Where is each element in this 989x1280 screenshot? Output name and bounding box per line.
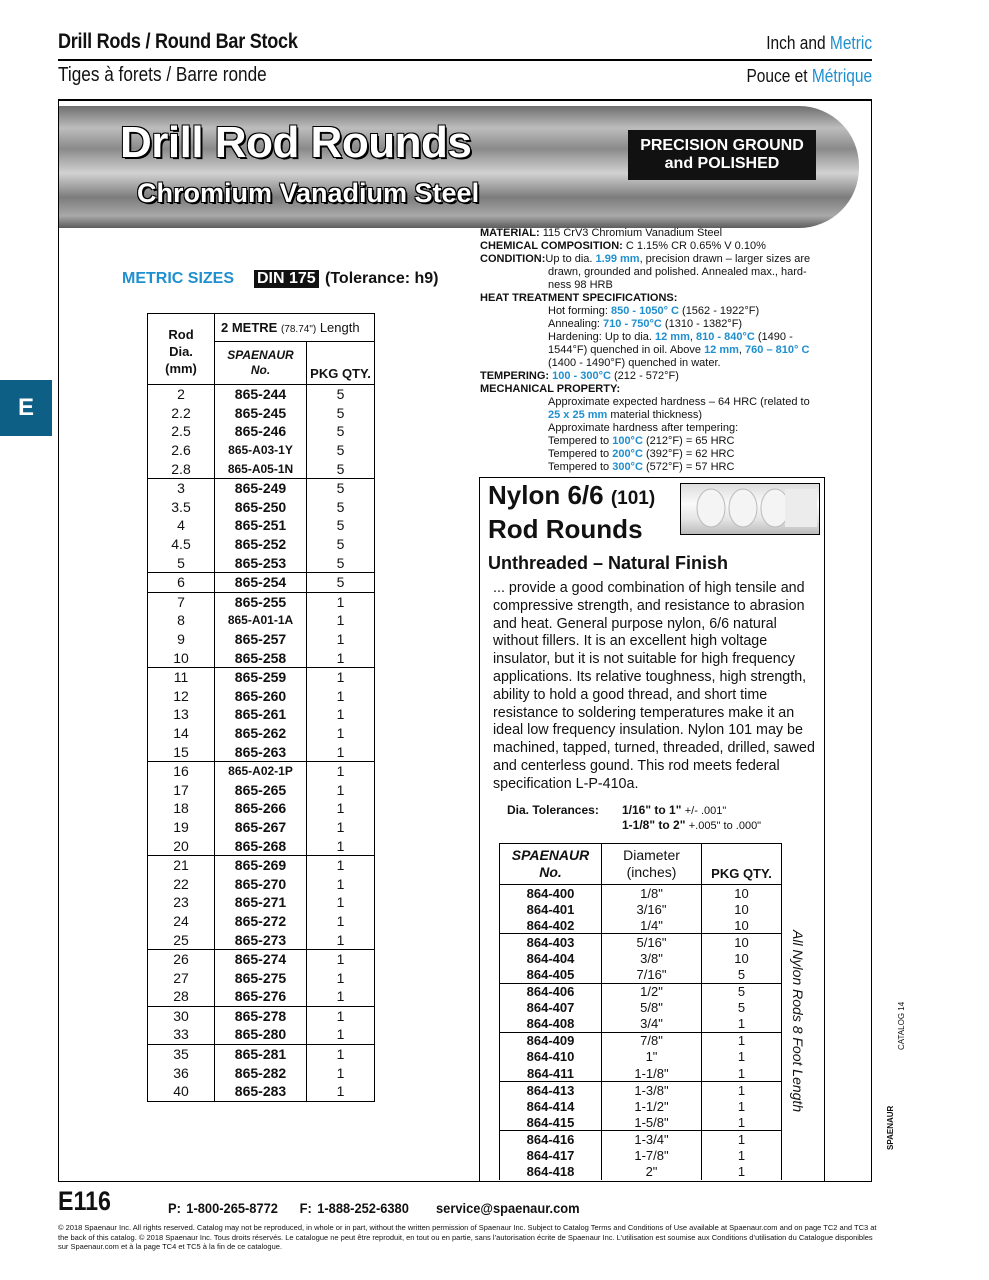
- rod-diameter: 2: [148, 385, 215, 404]
- part-number: 865-255: [215, 592, 307, 611]
- table-row: [500, 1148, 781, 1164]
- part-number: 865-254: [215, 572, 307, 592]
- table-row: [148, 478, 374, 497]
- tolerance-range-1: 1/16" to 1" +/- .001": [622, 803, 727, 817]
- part-number: 865-260: [215, 687, 307, 706]
- pkg-qty: 5: [336, 423, 345, 440]
- part-number: 865-270: [215, 874, 307, 893]
- diameter: 1-1/2": [602, 1098, 702, 1114]
- page-title-french: Tiges à forets / Barre ronde: [58, 64, 267, 86]
- part-number: 865-271: [215, 893, 307, 912]
- rod-diameter: 10: [148, 648, 215, 667]
- table-row: [148, 968, 374, 987]
- table-row: [148, 592, 374, 611]
- rod-diameter: 25: [148, 930, 215, 949]
- part-number: 864-418: [500, 1164, 602, 1180]
- pkg-qty: 1: [336, 1083, 345, 1100]
- table-row: [500, 1016, 781, 1033]
- part-number: 864-411: [500, 1065, 602, 1082]
- table-row: [500, 1098, 781, 1114]
- part-number: 865-273: [215, 930, 307, 949]
- part-number: 864-413: [500, 1082, 602, 1099]
- table-row: [148, 874, 374, 893]
- rod-diameter: 26: [148, 949, 215, 968]
- part-number: 864-407: [500, 1000, 602, 1016]
- table-row: [148, 1082, 374, 1101]
- rod-diameter: 13: [148, 705, 215, 724]
- pkg-qty: 1: [336, 724, 345, 741]
- part-number: 865-251: [215, 516, 307, 535]
- rod-diameter: 24: [148, 912, 215, 931]
- diameter: 1/8": [602, 885, 702, 902]
- tolerance-label: (Tolerance: h9): [325, 270, 439, 287]
- table-row: [148, 949, 374, 968]
- rod-diameter: 4.5: [148, 535, 215, 554]
- table-row: [500, 1065, 781, 1082]
- part-number: 864-408: [500, 1016, 602, 1033]
- part-number: 865-276: [215, 987, 307, 1006]
- part-number: 865-261: [215, 705, 307, 724]
- pkg-qty: 1: [336, 649, 345, 666]
- banner-title: Drill Rod Rounds: [120, 118, 472, 167]
- table-row: [148, 667, 374, 686]
- section-tab[interactable]: E: [0, 380, 52, 436]
- rod-diameter: 2.6: [148, 441, 215, 460]
- pkg-qty: 1: [737, 1114, 746, 1130]
- tolerance-range-2: 1-1/8" to 2" +.005" to .000": [622, 818, 762, 832]
- pkg-qty: 1: [336, 988, 345, 1005]
- pkg-qty: 1: [307, 949, 375, 968]
- pkg-qty: 1: [336, 818, 345, 835]
- diameter: 1/4": [602, 917, 702, 934]
- table-row: [500, 1082, 781, 1099]
- part-number: 864-402: [500, 917, 602, 934]
- part-number: 865-278: [215, 1006, 307, 1025]
- rod-diameter: 5: [148, 553, 215, 572]
- part-number: 864-409: [500, 1032, 602, 1049]
- pkg-qty: 1: [336, 800, 345, 817]
- table-row: [500, 983, 781, 1000]
- rod-diameter: 18: [148, 799, 215, 818]
- pkg-qty: 1: [702, 1131, 782, 1148]
- tolerance-heading: Dia. Tolerances:: [507, 803, 599, 817]
- table-row: [148, 648, 374, 667]
- pkg-qty: 1: [336, 781, 345, 798]
- pkg-qty: 1: [336, 706, 345, 723]
- table-row: [148, 705, 374, 724]
- pkg-qty: 1: [737, 1148, 746, 1164]
- pkg-qty: 1: [336, 837, 345, 854]
- pkg-qty: 1: [737, 1164, 746, 1180]
- diameter: 7/8": [602, 1032, 702, 1049]
- diameter: 1-5/8": [602, 1114, 702, 1131]
- pkg-qty: 5: [336, 554, 345, 571]
- part-number: 864-400: [500, 885, 602, 902]
- rod-diameter: 2.8: [148, 459, 215, 478]
- diameter: 1-1/8": [602, 1065, 702, 1082]
- table-row: [148, 459, 374, 478]
- rod-diameter: 28: [148, 987, 215, 1006]
- part-number: 865-249: [215, 478, 307, 497]
- table-row: [148, 422, 374, 441]
- rod-diameter: 40: [148, 1082, 215, 1101]
- part-number: 865-266: [215, 799, 307, 818]
- table-row: [148, 855, 374, 874]
- pkg-qty: 1: [737, 1049, 746, 1065]
- diameter: 1": [602, 1049, 702, 1065]
- diameter: 5/16": [602, 934, 702, 951]
- table-row: [500, 885, 781, 902]
- part-number: 865-257: [215, 630, 307, 649]
- rod-diameter: 11: [148, 667, 215, 686]
- pkg-qty: 5: [737, 1000, 746, 1016]
- part-number: 864-410: [500, 1049, 602, 1065]
- pkg-qty: 5: [307, 572, 375, 592]
- table-row: [148, 724, 374, 743]
- rod-diameter: 9: [148, 630, 215, 649]
- part-number: 865-A01-1A: [215, 611, 307, 630]
- material-specifications: MATERIAL: 115 CrV3 Chromium Vanadium Steel CHEMICAL COMPOSITION: C 1.15% CR 0.65% V 0.10% CONDITION:Up to dia. 1.99 mm, precision drawn – larger sizes are drawn, grounded and polished. Annealed max., hard- ness 98 HRB HEAT TREATMENT SPECIFICATIONS: Hot forming: 850 - 1050° C (1562 - 1922°F) Annealing: 710 - 750°C (1310 - 1382°F) Hardening: Up to dia. 12 mm, 810 - 840°C (1490 - 1544°F) quenched in oil. Above 12 mm, 760 – 810° C (1400 - 1490°F) quenched in water. TEMPERING: 100 - 300°C (212 - 572°F) MECHANICAL PROPERTY: Approximate expected hardness – 64 HRC (related to 25 x 25 mm material thickness) Approximate hardness after tempering: Tempered to 100°C (212°F) = 65 HRC Tempered to 200°C (392°F) = 62 HRC Tempered to 300°C (572°F) = 57 HRC: [480, 227, 811, 473]
- rod-diameter: 21: [148, 855, 215, 874]
- rod-diameter: 14: [148, 724, 215, 743]
- part-number: 865-253: [215, 553, 307, 572]
- part-number: 865-245: [215, 404, 307, 423]
- table-row: [500, 917, 781, 934]
- pkg-qty: 10: [734, 917, 749, 933]
- table-row: [148, 687, 374, 706]
- rod-diameter: 36: [148, 1063, 215, 1082]
- rod-diameter: 33: [148, 1025, 215, 1044]
- metric-sizes-label: METRIC SIZES: [122, 270, 235, 287]
- pkg-qty: 1: [307, 1006, 375, 1025]
- table-row: [500, 901, 781, 917]
- part-number: 864-403: [500, 934, 602, 951]
- part-number: 865-A03-1Y: [215, 441, 307, 460]
- table-row: [148, 1025, 374, 1044]
- table-row: [148, 516, 374, 535]
- page-number: E116: [58, 1186, 111, 1216]
- table-row: [148, 780, 374, 799]
- table-row: [500, 1131, 781, 1148]
- din-badge: DIN 175: [254, 270, 319, 288]
- part-number: 864-405: [500, 966, 602, 983]
- rod-diameter: 35: [148, 1044, 215, 1063]
- part-number: 865-252: [215, 535, 307, 554]
- rod-diameter: 3.5: [148, 498, 215, 517]
- pkg-qty: 1: [307, 592, 375, 611]
- precision-badge: PRECISION GROUND and POLISHED: [628, 130, 816, 180]
- pkg-qty: 5: [336, 460, 345, 477]
- units-label: Inch and Metric: [766, 33, 872, 53]
- brand-logo: SPAENAUR: [886, 1105, 895, 1150]
- diameter: 3/16": [602, 901, 702, 917]
- part-number: 865-281: [215, 1044, 307, 1063]
- part-number: 864-417: [500, 1148, 602, 1164]
- pkg-qty: 5: [336, 442, 345, 459]
- table-row: [148, 572, 374, 592]
- part-number: 865-A05-1N: [215, 459, 307, 478]
- rod-diameter: 23: [148, 893, 215, 912]
- rod-diameter: 15: [148, 742, 215, 761]
- pkg-qty: 1: [307, 1044, 375, 1063]
- table-row: [500, 1164, 781, 1180]
- nylon-subtitle: Unthreaded – Natural Finish: [488, 553, 729, 573]
- pkg-qty: 1: [336, 875, 345, 892]
- table-row: [148, 836, 374, 855]
- page-title: Drill Rods / Round Bar Stock: [58, 30, 298, 53]
- nylon-title: Nylon 6/6 (101): [488, 480, 656, 510]
- rod-diameter: 4: [148, 516, 215, 535]
- part-number: 864-404: [500, 950, 602, 966]
- pkg-qty: 1: [336, 1026, 345, 1043]
- rod-diameter: 19: [148, 818, 215, 837]
- table-row: [148, 893, 374, 912]
- rod-diameter: 3: [148, 478, 215, 497]
- part-number: 865-246: [215, 422, 307, 441]
- part-number: 865-258: [215, 648, 307, 667]
- diameter: 5/8": [602, 1000, 702, 1016]
- part-number: 864-415: [500, 1114, 602, 1131]
- table-row: [148, 611, 374, 630]
- catalog-label: CATALOG 14: [897, 1001, 906, 1050]
- pkg-qty: 5: [336, 517, 345, 534]
- table-row: [148, 987, 374, 1006]
- diameter: 3/4": [602, 1016, 702, 1033]
- part-number: 864-401: [500, 901, 602, 917]
- pkg-qty: 5: [702, 983, 782, 1000]
- metric-sizes-table: Rod Dia. (mm) 2 METRE (78.74") Length SPAENAUR No. PKG QTY. 2 865-244 5 2.2 865-245 5 2.5 865-246 5 2.6 865-A03-1Y 5 2.8 865-A05-1N 5 3 865-249 5 3.5 865-250 5 4 865-251 5 4.5 865-252 5 5 865-253 5 6 865-254 5 7 865-255 1 8 865-A01-1A 1 9 865-257 1 10 865-258 1 11 865-259 1 12 865-260 1 13 865-261 1 14 865-262 1 15 865-263 1 16 865-A02-1P 1 17 865-265 1 18 865-266 1 19 865-267 1 20 865-268 1 21 865-269 1 22 865-270 1 23 865-271 1 24 865-272 1 25 865-273 1 26 865-274 1 27 865-275 1 28 865-276 1 30 865-278 1 33 865-280 1 35 865-281 1 36 865-282 1 40 865-283 1: [147, 313, 375, 1102]
- part-number: 865-259: [215, 667, 307, 686]
- pkg-qty: 1: [307, 667, 375, 686]
- table-row: [148, 930, 374, 949]
- pkg-qty: 5: [307, 385, 375, 404]
- nylon-title-line2: Rod Rounds: [488, 514, 643, 544]
- pkg-qty: 1: [336, 687, 345, 704]
- pkg-qty: 1: [737, 1098, 746, 1114]
- pkg-qty: 1: [702, 1032, 782, 1049]
- pkg-qty: 1: [737, 1065, 746, 1081]
- pkg-qty: 10: [702, 934, 782, 951]
- rod-diameter: 30: [148, 1006, 215, 1025]
- banner-subtitle: Chromium Vanadium Steel: [137, 178, 480, 208]
- table-row: [148, 404, 374, 423]
- table-row: [148, 553, 374, 572]
- nylon-rods-table: SPAENAUR No. Diameter (inches) PKG QTY. 864-400 1/8" 10 864-401 3/16" 10 864-402 1/4" 10 864-403 5/16" 10 864-404 3/8" 10 864-405 7/16" 5 864-406 1/2" 5 864-407 5/8" 5 864-408 3/4" 1 864-409 7/8" 1 864-410 1" 1 864-411 1-1/8" 1 864-413 1-3/8" 1 864-414 1-1/2" 1 864-415 1-5/8" 1 864-416 1-3/4" 1 864-417 1-7/8" 1 864-418 2" 1: [499, 843, 782, 1180]
- table-row: [148, 912, 374, 931]
- fax[interactable]: F: 1-888-252-6380: [299, 1200, 409, 1216]
- part-number: 864-416: [500, 1131, 602, 1148]
- part-number: 865-275: [215, 968, 307, 987]
- table-row: [500, 1000, 781, 1016]
- rod-diameter: 2.5: [148, 422, 215, 441]
- part-number: 865-A02-1P: [215, 761, 307, 780]
- rod-diameter: 7: [148, 592, 215, 611]
- pkg-qty: 5: [336, 404, 345, 421]
- table-row: [148, 818, 374, 837]
- contact-info: [168, 1200, 580, 1216]
- diameter: 3/8": [602, 950, 702, 966]
- table-row: [500, 934, 781, 951]
- table-row: [500, 1114, 781, 1131]
- pkg-qty: 1: [336, 969, 345, 986]
- phone[interactable]: P: 1-800-265-8772: [168, 1200, 278, 1216]
- pkg-qty: 1: [336, 743, 345, 760]
- pkg-qty: 1: [307, 761, 375, 780]
- pkg-qty: 10: [734, 901, 749, 917]
- table-row: [148, 1006, 374, 1025]
- rod-diameter: 27: [148, 968, 215, 987]
- legal-notice: © 2018 Spaenaur Inc. All rights reserved. Catalog may not be reproduced, in whole or in part, without the written permission of Spaenaur Inc. Subject to Catalog Terms and Conditions of Use available at Spaenaur.com and on page TC2 and TC3 at the back of this catalog. © 2018 Spaenaur Inc. Tous droits réservés. Le catalogue ne peut être reproduit, en tout ou en partie, sans l’autorisation écrite de Spaenaur Inc. L’utilisation est soumise aux Conditions d’utilisation du Catalogue disponibles sur Spaenaur.com et à la page TC4 et TC5 à la fin de ce catalogue.: [58, 1223, 877, 1251]
- rod-diameter: 8: [148, 611, 215, 630]
- rod-diameter: 2.2: [148, 404, 215, 423]
- part-number: 865-262: [215, 724, 307, 743]
- units-label-french: Pouce et Métrique: [746, 66, 872, 86]
- table-row: [500, 966, 781, 983]
- pkg-qty: 1: [336, 931, 345, 948]
- table-row: [148, 385, 374, 404]
- table-row: [148, 535, 374, 554]
- pkg-qty: 10: [734, 950, 749, 966]
- table-row: [500, 1049, 781, 1065]
- rod-diameter: 6: [148, 572, 215, 592]
- part-number: 865-244: [215, 385, 307, 404]
- part-number: 865-283: [215, 1082, 307, 1101]
- pkg-qty: 1: [336, 912, 345, 929]
- rod-diameter: 20: [148, 836, 215, 855]
- pkg-qty: 1: [336, 894, 345, 911]
- pkg-qty: 10: [702, 885, 782, 902]
- pkg-qty: 1: [336, 1064, 345, 1081]
- diameter: 1-7/8": [602, 1148, 702, 1164]
- table-row: [500, 1032, 781, 1049]
- table-row: [148, 498, 374, 517]
- email-link[interactable]: service@spaenaur.com: [435, 1200, 580, 1216]
- part-number: 865-272: [215, 912, 307, 931]
- diameter: 2": [602, 1164, 702, 1180]
- pkg-qty: 1: [737, 1016, 746, 1032]
- rod-diameter: 16: [148, 761, 215, 780]
- pkg-qty: 1: [702, 1082, 782, 1099]
- table-row: [148, 630, 374, 649]
- part-number: 864-414: [500, 1098, 602, 1114]
- part-number: 865-268: [215, 836, 307, 855]
- diameter: 1-3/8": [602, 1082, 702, 1099]
- pkg-qty: 5: [307, 478, 375, 497]
- pkg-qty: 1: [307, 855, 375, 874]
- nylon-rods-image: [680, 483, 820, 535]
- table-row: [500, 950, 781, 966]
- rod-diameter: 17: [148, 780, 215, 799]
- pkg-qty: 1: [336, 631, 345, 648]
- header-divider: [58, 59, 872, 61]
- part-number: 865-274: [215, 949, 307, 968]
- pkg-qty: 5: [336, 536, 345, 553]
- diameter: 1-3/4": [602, 1131, 702, 1148]
- rod-diameter: 22: [148, 874, 215, 893]
- diameter: 1/2": [602, 983, 702, 1000]
- part-number: 865-269: [215, 855, 307, 874]
- table-row: [148, 742, 374, 761]
- nylon-description: ... provide a good combination of high tensile and compressive strength, and resistance to abrasion and heat. General purpose nylon, 6/6 natural without fillers. It is an excellent high voltage insulator, but it is not suitable for high frequency applications. Its relative toughness, high strength, ability to hold a good thread, and short time resistance to soldering temperatures make it an ideal low frequency insulation. Nylon 101 may be machined, tapped, turned, threaded, drilled, sawed and centerless gound. This rod meets federal specification L-P-410a.: [493, 580, 815, 792]
- part-number: 865-263: [215, 742, 307, 761]
- diameter: 7/16": [602, 966, 702, 983]
- part-number: 865-250: [215, 498, 307, 517]
- part-number: 865-267: [215, 818, 307, 837]
- rod-diameter: 12: [148, 687, 215, 706]
- table-row: [148, 1063, 374, 1082]
- part-number: 864-406: [500, 983, 602, 1000]
- table-row: [148, 1044, 374, 1063]
- part-number: 865-280: [215, 1025, 307, 1044]
- pkg-qty: 1: [336, 612, 345, 629]
- table-row: [148, 761, 374, 780]
- pkg-qty: 5: [336, 498, 345, 515]
- part-number: 865-265: [215, 780, 307, 799]
- part-number: 865-282: [215, 1063, 307, 1082]
- table-row: [148, 799, 374, 818]
- pkg-qty: 5: [737, 967, 746, 983]
- table-row: [148, 441, 374, 460]
